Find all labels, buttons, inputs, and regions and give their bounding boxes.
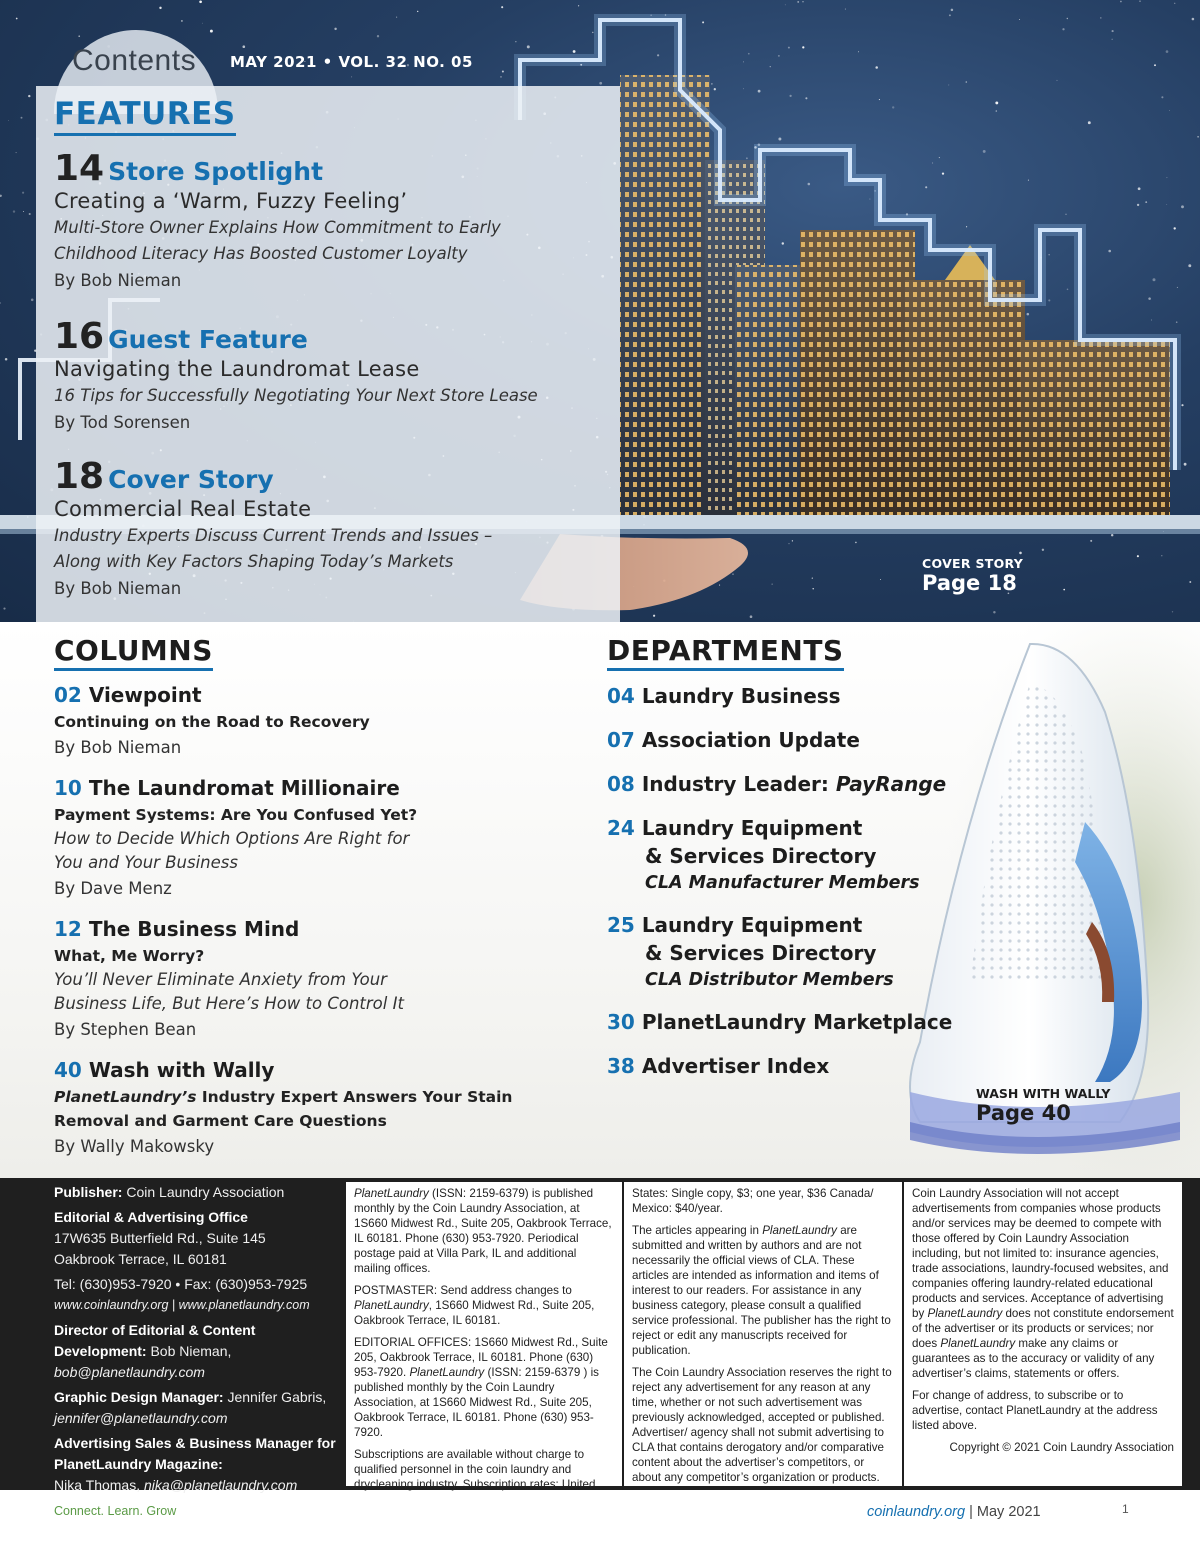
column-name: The Business Mind <box>88 917 300 941</box>
department-subtitle: CLA Manufacturer Members <box>645 873 920 893</box>
department-item[interactable] <box>607 1052 829 1080</box>
footer-tagline: Connect. Learn. Grow <box>54 1504 177 1518</box>
masthead-info <box>54 1182 344 1496</box>
publisher-label: Publisher: <box>54 1184 123 1200</box>
feature-item[interactable] <box>54 148 614 290</box>
cover-image <box>0 0 1200 622</box>
wash-with-wally-callout[interactable] <box>976 1086 1110 1125</box>
design-manager-email[interactable]: jennifer@planetlaundry.com <box>54 1410 228 1426</box>
department-page-number: 04 <box>607 684 635 708</box>
column-name: The Laundromat Millionaire <box>88 776 400 800</box>
feature-page-number: 18 <box>54 456 105 497</box>
column-item[interactable] <box>54 917 514 1039</box>
page-number: 1 <box>1122 1502 1129 1516</box>
column-page-number: 12 <box>54 917 82 941</box>
department-item[interactable] <box>607 911 894 993</box>
feature-byline: By Bob Nieman <box>54 271 182 290</box>
department-name: Industry Leader: <box>641 772 836 796</box>
department-name: Laundry Equipment <box>641 816 863 840</box>
feature-item[interactable] <box>54 316 614 432</box>
departments-heading: DEPARTMENTS <box>607 634 844 671</box>
department-page-number: 24 <box>607 816 635 840</box>
column-title: PlanetLaundry’s Industry Expert Answers Your Stain Removal and Garment Care Questions <box>54 1088 513 1130</box>
column-item[interactable] <box>54 1058 514 1156</box>
department-page-number: 30 <box>607 1010 635 1034</box>
wash-with-wally-label: WASH WITH WALLY <box>976 1086 1111 1101</box>
sales-manager-email[interactable]: nika@planetlaundry.com <box>144 1477 298 1493</box>
office-phones: Tel: (630)953-7920 • Fax: (630)953-7925 <box>54 1276 308 1292</box>
feature-byline: By Bob Nieman <box>54 579 182 598</box>
column-page-number: 10 <box>54 776 82 800</box>
column-title: Continuing on the Road to Recovery <box>54 713 370 731</box>
feature-category: Guest Feature <box>108 325 308 354</box>
legal-column-1: PlanetLaundry (ISSN: 2159-6379) is published monthly by the Coin Laundry Association, at 1S660 Midwest Rd., Suite 205, Oakbrook Terrace, IL 60181. Phone (630) 953-7920. Periodical postage paid at Villa Park, IL and additional mailing offices. POSTMASTER: Send address changes to PlanetLaundry, 1S660 Midwest Rd., Suite 205, Oakbrook Terrace, IL 60181. EDITORIAL OFFICES: 1S660 Midwest Rd., Suite 205, Oakbrook Terrace, IL 60181. Phone (630) 953-7920. PlanetLaundry (ISSN: 2159-6379 ) is published monthly by the Coin Laundry Association, at 1S660 Midwest Rd., Suite 205, Oakbrook Terrace, IL 60181. Phone (630) 953-7920. Subscriptions are available without charge to qualified personnel in the coin laundry and drycleaning industry. Subscription rates: United <box>346 1182 622 1486</box>
columns-heading: COLUMNS <box>54 634 213 671</box>
feature-subtitle: Multi-Store Owner Explains How Commitment to Early Childhood Literacy Has Boosted Customer Loyalty <box>54 218 501 263</box>
column-subtitle: How to Decide Which Options Are Right for You and Your Business <box>54 829 410 872</box>
column-subtitle: You’ll Never Eliminate Anxiety from Your Business Life, But Here’s How to Control It <box>54 970 404 1013</box>
department-name-italic: PayRange <box>835 772 947 796</box>
department-name: Laundry Business <box>641 684 841 708</box>
contents-label: Contents <box>72 44 197 77</box>
column-name: Wash with Wally <box>88 1058 275 1082</box>
director-email[interactable]: bob@planetlaundry.com <box>54 1364 205 1380</box>
design-manager-label: Graphic Design Manager: <box>54 1389 224 1405</box>
feature-page-number: 16 <box>54 316 105 357</box>
feature-byline: By Tod Sorensen <box>54 413 191 432</box>
department-item[interactable] <box>607 770 946 798</box>
department-name: PlanetLaundry Marketplace <box>641 1010 953 1034</box>
column-title: What, Me Worry? <box>54 947 205 965</box>
department-name-line2: & Services Directory <box>645 941 877 965</box>
department-item[interactable] <box>607 1008 952 1036</box>
column-page-number: 02 <box>54 683 82 707</box>
column-name: Viewpoint <box>88 683 202 707</box>
department-item[interactable] <box>607 726 860 754</box>
feature-page-number: 14 <box>54 148 105 189</box>
department-name: Association Update <box>641 728 860 752</box>
feature-subtitle: Industry Experts Discuss Current Trends and Issues – Along with Key Factors Shaping Today’s Markets <box>54 526 493 571</box>
department-page-number: 25 <box>607 913 635 937</box>
feature-subtitle: 16 Tips for Successfully Negotiating Your Next Store Lease <box>54 386 538 405</box>
cover-story-page: Page 18 <box>922 571 1017 595</box>
legal-column-2: States: Single copy, $3; one year, $36 Canada/ Mexico: $40/year. The articles appearing in PlanetLaundry are submitted and written by authors and are not necessarily the official views of CLA. These articles are intended as information and items of interest to our readers. For assistance in any business category, please consult a qualified service professional. The publisher has the right to reject or edit any manuscripts received for publication. The Coin Laundry Association reserves the right to reject any advertisement for any reason at any time, whether or not such advertisement was previously acknowledged, accepted or published. Advertiser/ agency shall not submit advertising to CLA that contains derogatory and/or comparative content about the advertiser’s competitors, or about any competitor’s organization or products. <box>624 1182 902 1486</box>
footer-site-link[interactable]: coinlaundry.org <box>867 1504 966 1520</box>
feature-title: Creating a ‘Warm, Fuzzy Feeling’ <box>54 189 408 213</box>
column-byline: By Dave Menz <box>54 879 172 898</box>
wash-with-wally-page: Page 40 <box>976 1101 1071 1125</box>
sales-manager-label-2: PlanetLaundry Magazine: <box>54 1456 223 1472</box>
features-heading: FEATURES <box>54 96 236 136</box>
sales-manager-name: Nika Thomas, <box>54 1477 144 1493</box>
director-name: Bob Nieman, <box>146 1343 232 1359</box>
column-byline: By Stephen Bean <box>54 1020 197 1039</box>
cover-story-callout[interactable] <box>922 556 1023 595</box>
office-address-line1: 17W635 Butterfield Rd., Suite 145 <box>54 1230 266 1246</box>
director-label-2: Development: <box>54 1343 147 1359</box>
department-item[interactable] <box>607 682 841 710</box>
publisher-name: Coin Laundry Association <box>126 1184 285 1200</box>
column-item[interactable] <box>54 776 514 898</box>
department-page-number: 07 <box>607 728 635 752</box>
design-manager-name: Jennifer Gabris, <box>223 1389 327 1405</box>
issue-date-volume: MAY 2021 • VOL. 32 NO. 05 <box>230 53 473 71</box>
legal-column-3: Coin Laundry Association will not accept advertisements from companies whose products and/or services may be deemed to compete with those offered by Coin Laundry Association including, but not limited to: insurance agencies, trade associations, laundry-focused websites, and companies offering laundry-related educational products and services. Acceptance of advertising by PlanetLaundry does not constitute endorsement of the advertiser or its products or services; nor does PlanetLaundry make any claims or guarantees as to the accuracy or validity of any advertiser’s claims, statements or offers. For change of address, to subscribe or to advertise, contact PlanetLaundry at the address listed above. Copyright © 2021 Coin Laundry Association <box>904 1182 1182 1486</box>
column-page-number: 40 <box>54 1058 82 1082</box>
feature-title: Commercial Real Estate <box>54 497 312 521</box>
office-websites[interactable]: www.coinlaundry.org | www.planetlaundry.com <box>54 1298 310 1312</box>
footer-site-date: coinlaundry.org | May 2021 <box>867 1504 1041 1520</box>
department-name: Advertiser Index <box>641 1054 830 1078</box>
department-name: Laundry Equipment <box>641 913 863 937</box>
column-title: Payment Systems: Are You Confused Yet? <box>54 806 418 824</box>
feature-item[interactable] <box>54 456 614 598</box>
department-page-number: 08 <box>607 772 635 796</box>
feature-title: Navigating the Laundromat Lease <box>54 357 420 381</box>
sales-manager-label: Advertising Sales & Business Manager for <box>54 1435 336 1451</box>
cover-story-label: COVER STORY <box>922 556 1024 571</box>
column-byline: By Bob Nieman <box>54 738 182 757</box>
column-item[interactable] <box>54 683 514 757</box>
footer-date: May 2021 <box>976 1504 1041 1520</box>
department-page-number: 38 <box>607 1054 635 1078</box>
department-subtitle: CLA Distributor Members <box>645 970 894 990</box>
feature-category: Store Spotlight <box>108 157 324 186</box>
column-byline: By Wally Makowsky <box>54 1137 215 1156</box>
department-name-line2: & Services Directory <box>645 844 877 868</box>
office-label: Editorial & Advertising Office <box>54 1209 248 1225</box>
office-address-line2: Oakbrook Terrace, IL 60181 <box>54 1251 227 1267</box>
copyright: Copyright © 2021 Coin Laundry Association <box>949 1441 1174 1454</box>
feature-category: Cover Story <box>108 465 274 494</box>
department-item[interactable] <box>607 814 920 896</box>
director-label: Director of Editorial & Content <box>54 1322 256 1338</box>
